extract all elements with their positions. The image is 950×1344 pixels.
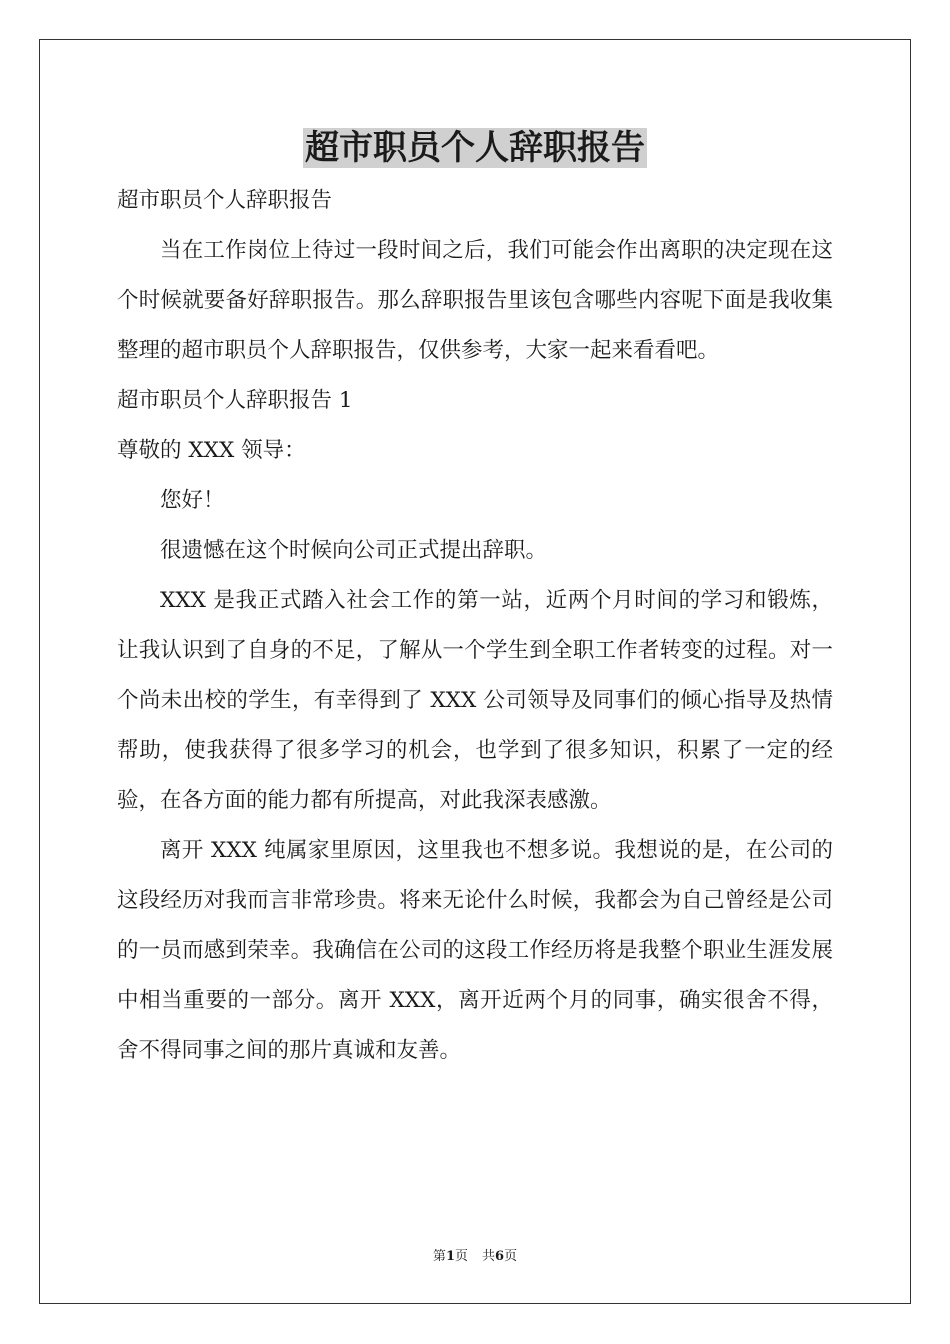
page-footer [0, 1247, 950, 1267]
page-current: 1 [445, 1249, 455, 1264]
section-heading: 超市职员个人辞职报告 1 [117, 388, 353, 413]
page-unit: 页 [454, 1249, 468, 1264]
body-paragraph: 离开 XXX 纯属家里原因，这里我也不想多说。我想说的是，在公司的这段经历对我而言非常珍贵。将来无论什么时候，我都会为自己曾经是公司的一员而感到荣幸。我确信在公司的这段工作经历将是我整个职业生涯发展中相当重要的一部分。离开 XXX，离开近两个月的同事，确实很舍不得，舍不得同事之间的那片真诚和友善。 [117, 838, 833, 1063]
body-paragraph: 很遗憾在这个时候向公司正式提出辞职。 [160, 538, 548, 563]
document-body [117, 176, 833, 1076]
salutation: 尊敬的 XXX 领导： [117, 438, 306, 463]
total-unit: 页 [504, 1249, 518, 1264]
total-prefix: 共 [482, 1249, 496, 1264]
body-paragraph: XXX 是我正式踏入社会工作的第一站，近两个月时间的学习和锻炼，让我认识到了自身的不足，了解从一个学生到全职工作者转变的过程。对一个尚未出校的学生，有幸得到了 XXX 公司领导及同事们的倾心指导及热情帮助，使我获得了很多学习的机会，也学到了很多知识，积累了一定的经验，在各方面的能力都有所提高，对此我深表感激。 [117, 588, 833, 813]
page-total: 6 [495, 1249, 505, 1264]
document-title-text: 超市职员个人辞职报告 [305, 128, 645, 168]
document-title [0, 124, 950, 172]
body-paragraph: 当在工作岗位上待过一段时间之后，我们可能会作出离职的决定现在这个时候就要备好辞职报告。那么辞职报告里该包含哪些内容呢下面是我收集整理的超市职员个人辞职报告，仅供参考，大家一起来看看吧。 [117, 238, 833, 363]
page-prefix: 第 [432, 1249, 446, 1264]
greeting: 您好！ [160, 488, 225, 513]
body-paragraph: 超市职员个人辞职报告 [117, 188, 333, 213]
